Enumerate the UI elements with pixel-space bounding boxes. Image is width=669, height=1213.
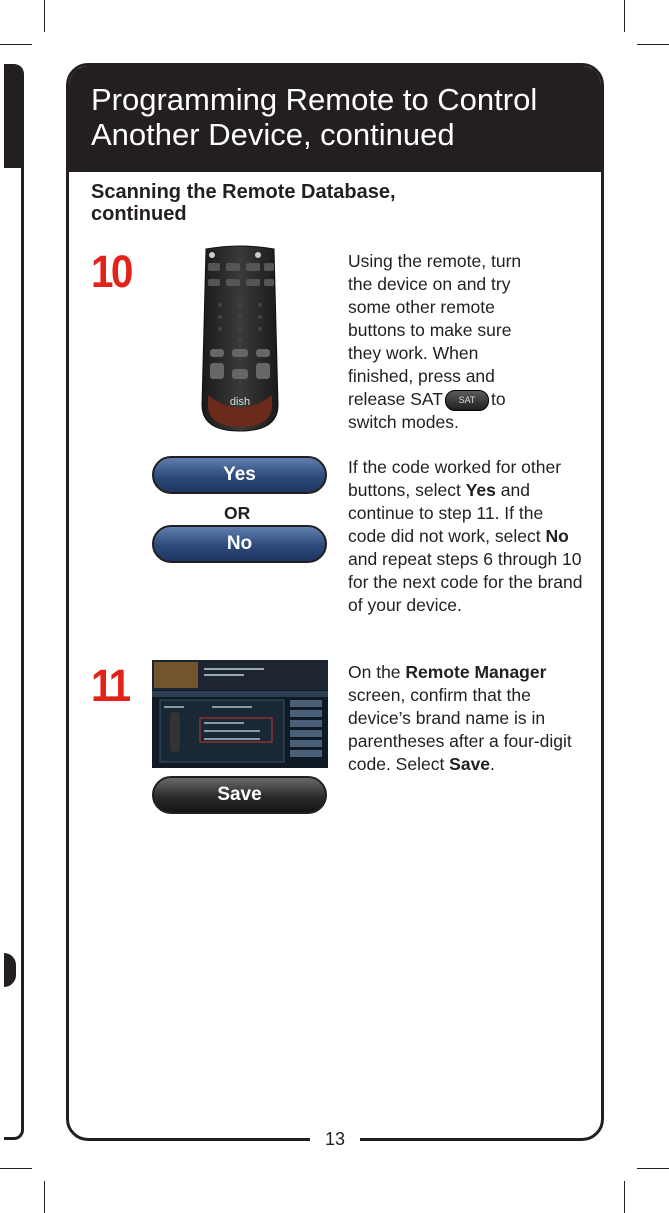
- yes-no-text: [348, 456, 583, 617]
- text-line: switch modes.: [348, 412, 459, 432]
- crop-mark: [44, 0, 45, 32]
- page-number: 13: [324, 1129, 346, 1149]
- text-line: they work. When: [348, 343, 479, 363]
- section-title: Scanning the Remote Database, continued: [91, 181, 396, 225]
- text-line-release: [348, 388, 578, 411]
- crop-mark: [0, 1168, 32, 1169]
- text-fragment: and repeat steps 6 through 10 for the next code for the brand of your device.: [348, 549, 583, 615]
- step-10-text: [348, 250, 578, 434]
- text-fragment: .: [490, 754, 495, 774]
- text-fragment: On the: [348, 662, 406, 682]
- text-emphasis: Save: [449, 754, 491, 774]
- text-line: buttons to make sure: [348, 320, 512, 340]
- spine-header-block: [4, 64, 23, 168]
- remote-brand-logo: dish: [229, 396, 251, 408]
- text-emphasis: No: [545, 526, 569, 546]
- text-fragment: If the code worked for other buttons, select: [348, 457, 562, 500]
- page-title: Programming Remote to Control Another Device, continued: [91, 82, 538, 152]
- crop-mark: [637, 44, 669, 45]
- text-line: finished, press and: [348, 366, 495, 386]
- crop-mark: [624, 0, 625, 32]
- remote-control-image: [200, 245, 280, 433]
- crop-mark: [44, 1181, 45, 1213]
- text-emphasis: Yes: [465, 480, 496, 500]
- step-11-text: [348, 661, 588, 776]
- sat-button-icon: SAT: [445, 390, 489, 411]
- text-line: some other remote: [348, 297, 495, 317]
- page-header: [69, 66, 601, 172]
- no-button[interactable]: No: [152, 525, 327, 563]
- or-label: OR: [224, 503, 251, 523]
- text-fragment: to: [491, 389, 506, 409]
- step-number-11: 11: [91, 660, 129, 711]
- text-line: the device on and try: [348, 274, 511, 294]
- text-line: Using the remote, turn: [348, 251, 522, 271]
- crop-mark: [624, 1181, 625, 1213]
- text-emphasis: Remote Manager: [405, 662, 547, 682]
- save-button[interactable]: Save: [152, 776, 327, 814]
- remote-manager-screenshot: [152, 660, 328, 768]
- crop-mark: [0, 44, 32, 45]
- text-fragment: screen, confirm that the device’s brand name is in parentheses after a four-digit code. Select: [348, 685, 572, 774]
- page-number-container: [310, 1126, 360, 1152]
- tv-screen-image: [152, 660, 328, 768]
- step-number-10: 10: [91, 246, 131, 297]
- yes-button[interactable]: Yes: [152, 456, 327, 494]
- text-fragment: release SAT: [348, 389, 443, 409]
- text-fragment: and continue to step 11. If the code did not work, select: [348, 480, 546, 546]
- crop-mark: [637, 1168, 669, 1169]
